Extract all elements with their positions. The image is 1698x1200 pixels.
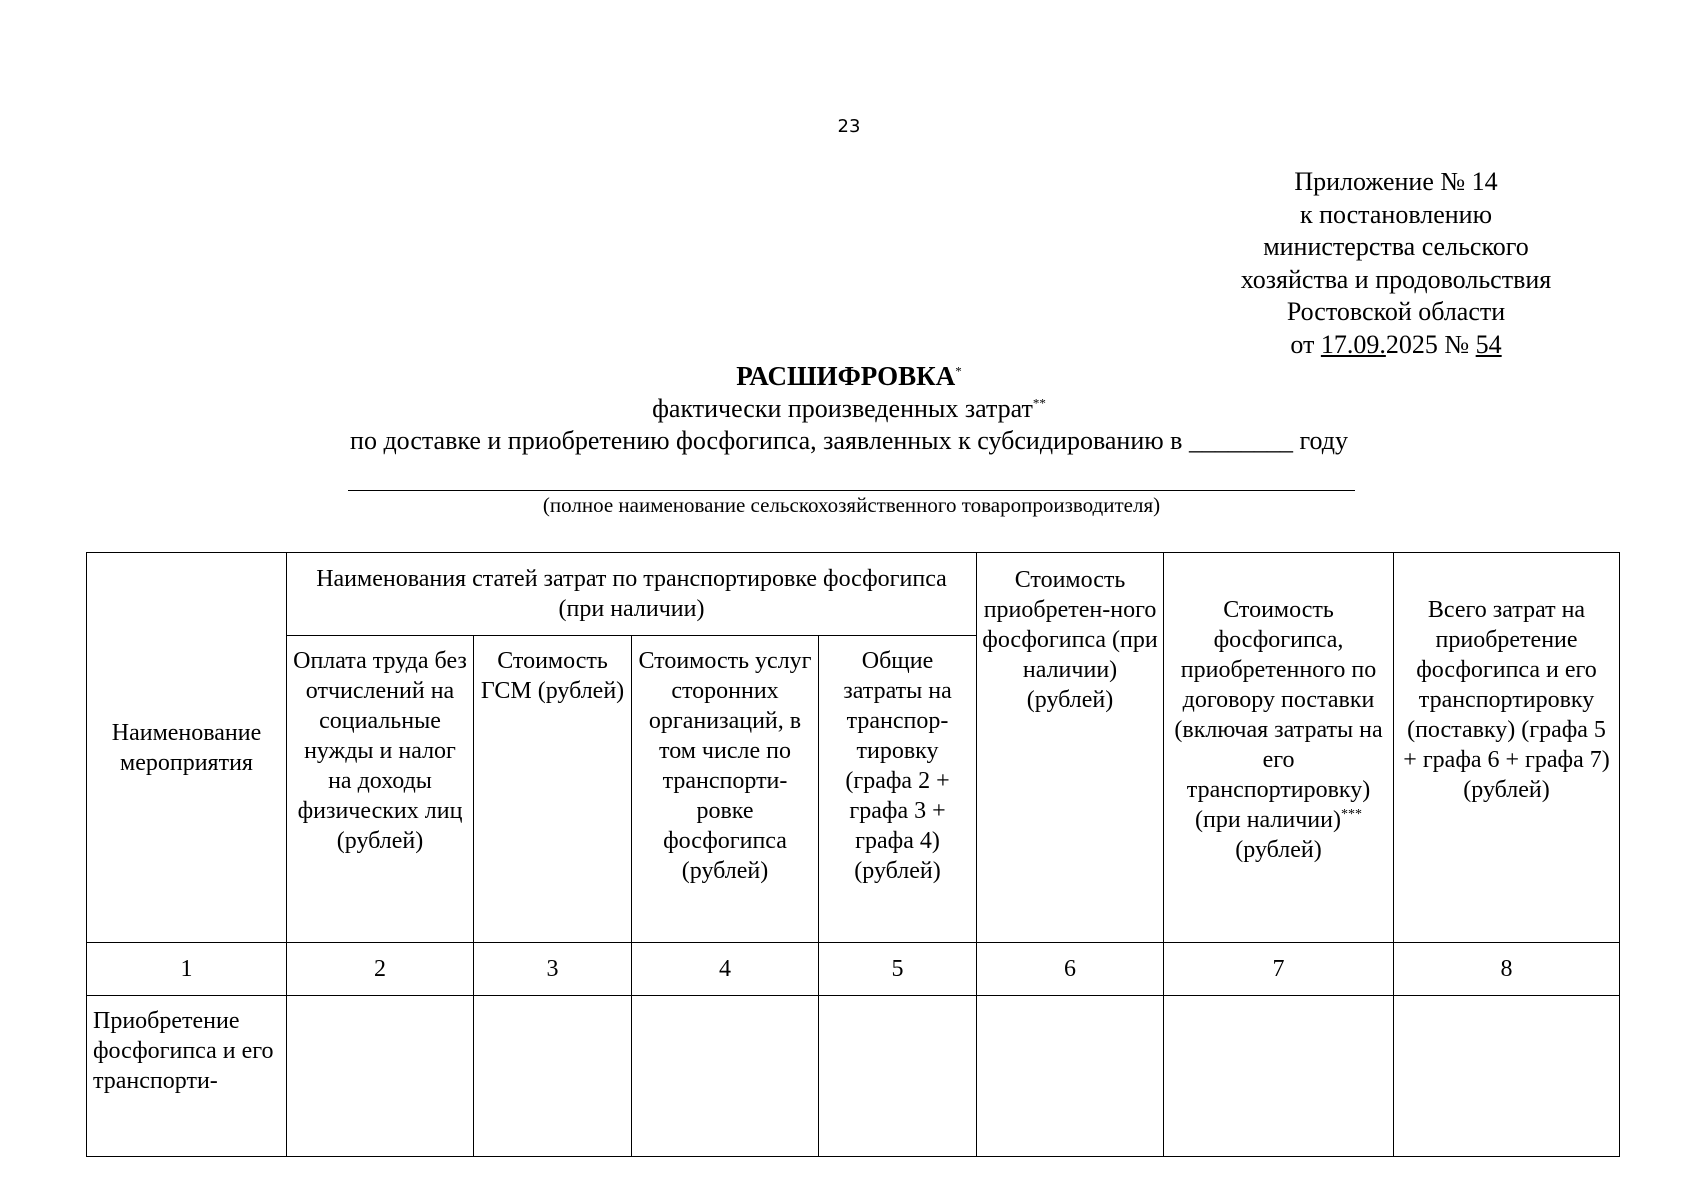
column-number: 4 xyxy=(632,943,819,996)
header-transport-cost-items: Наименования статей затрат по транспортировке фосфогипса (при наличии) xyxy=(287,553,977,636)
header-contract-cost-unit: (рублей) xyxy=(1235,837,1322,863)
document-title: РАСШИФРОВКА xyxy=(736,361,956,391)
producer-name-line xyxy=(348,490,1355,491)
header-contract-cost-text: Стоимость фосфогипса, приобретенного по договору поставки (включая затраты на его транспортировку) (при наличии) xyxy=(1174,597,1383,833)
column-number-row xyxy=(87,943,1620,996)
header-labor-cost: Оплата труда без отчислений на социальные нужды и налог на доходы физических лиц (рублей) xyxy=(287,636,474,943)
header-contract-cost-mark: *** xyxy=(1341,807,1362,822)
document-subtitle: фактически произведенных затрат xyxy=(652,394,1033,423)
table-cell-empty xyxy=(819,996,977,1157)
page-number: 23 xyxy=(837,116,861,137)
appendix-title: Приложение № 14 xyxy=(1294,167,1498,196)
column-number: 2 xyxy=(287,943,474,996)
header-contract-cost xyxy=(1164,553,1394,943)
activity-name-cell: Приобретение фосфогипса и его транспорти- xyxy=(87,996,287,1157)
appendix-number: 54 xyxy=(1475,329,1502,359)
appendix-line-5: Ростовской области xyxy=(1286,297,1506,326)
header-purchased-cost: Стоимость приобретен-ного фосфогипса (при наличии) (рублей) xyxy=(977,553,1164,943)
subtitle-footnote-mark: ** xyxy=(1032,395,1046,411)
appendix-date-prefix: от xyxy=(1290,329,1321,359)
appendix-date-line xyxy=(1196,329,1596,362)
document-heading xyxy=(0,360,1698,457)
table-cell-empty xyxy=(632,996,819,1157)
appendix-block xyxy=(1196,166,1596,361)
table-row xyxy=(87,996,1620,1157)
table-cell-empty xyxy=(1394,996,1620,1157)
appendix-line-2: к постановлению xyxy=(1299,199,1493,229)
producer-name-caption: (полное наименование сельскохозяйственного товаропроизводителя) xyxy=(542,493,1161,517)
appendix-date: 17.09. xyxy=(1320,329,1386,359)
header-total-cost: Всего затрат на приобретение фосфогипса и его транспортировку (поставку) (графа 5 + графа 6 + графа 7) (рублей) xyxy=(1394,553,1620,943)
table-cell-empty xyxy=(474,996,632,1157)
cost-breakdown-table xyxy=(86,552,1620,1157)
column-number: 8 xyxy=(1394,943,1620,996)
header-activity-name: Наименование мероприятия xyxy=(87,553,287,943)
column-number: 3 xyxy=(474,943,632,996)
header-total-transport-cost: Общие затраты на транспор-тировку (графа 2 + графа 3 + графа 4) (рублей) xyxy=(819,636,977,943)
header-fuel-cost: Стоимость ГСМ (рублей) xyxy=(474,636,632,943)
appendix-line-3: министерства сельского xyxy=(1263,232,1529,261)
table-cell-empty xyxy=(977,996,1164,1157)
table-cell-empty xyxy=(1164,996,1394,1157)
table-cell-empty xyxy=(287,996,474,1157)
document-subtitle-2: по доставке и приобретению фосфогипса, заявленных к субсидированию в ________ году xyxy=(350,426,1348,455)
column-number: 6 xyxy=(977,943,1164,996)
column-number: 7 xyxy=(1164,943,1394,996)
column-number: 5 xyxy=(819,943,977,996)
header-third-party-cost: Стоимость услуг сторонних организаций, в том числе по транспорти-ровке фосфогипса (рублей) xyxy=(632,636,819,943)
title-footnote-mark: * xyxy=(955,363,962,379)
appendix-year-number-label: 2025 № xyxy=(1385,329,1476,359)
column-number: 1 xyxy=(87,943,287,996)
appendix-line-4: хозяйства и продовольствия xyxy=(1240,264,1552,294)
